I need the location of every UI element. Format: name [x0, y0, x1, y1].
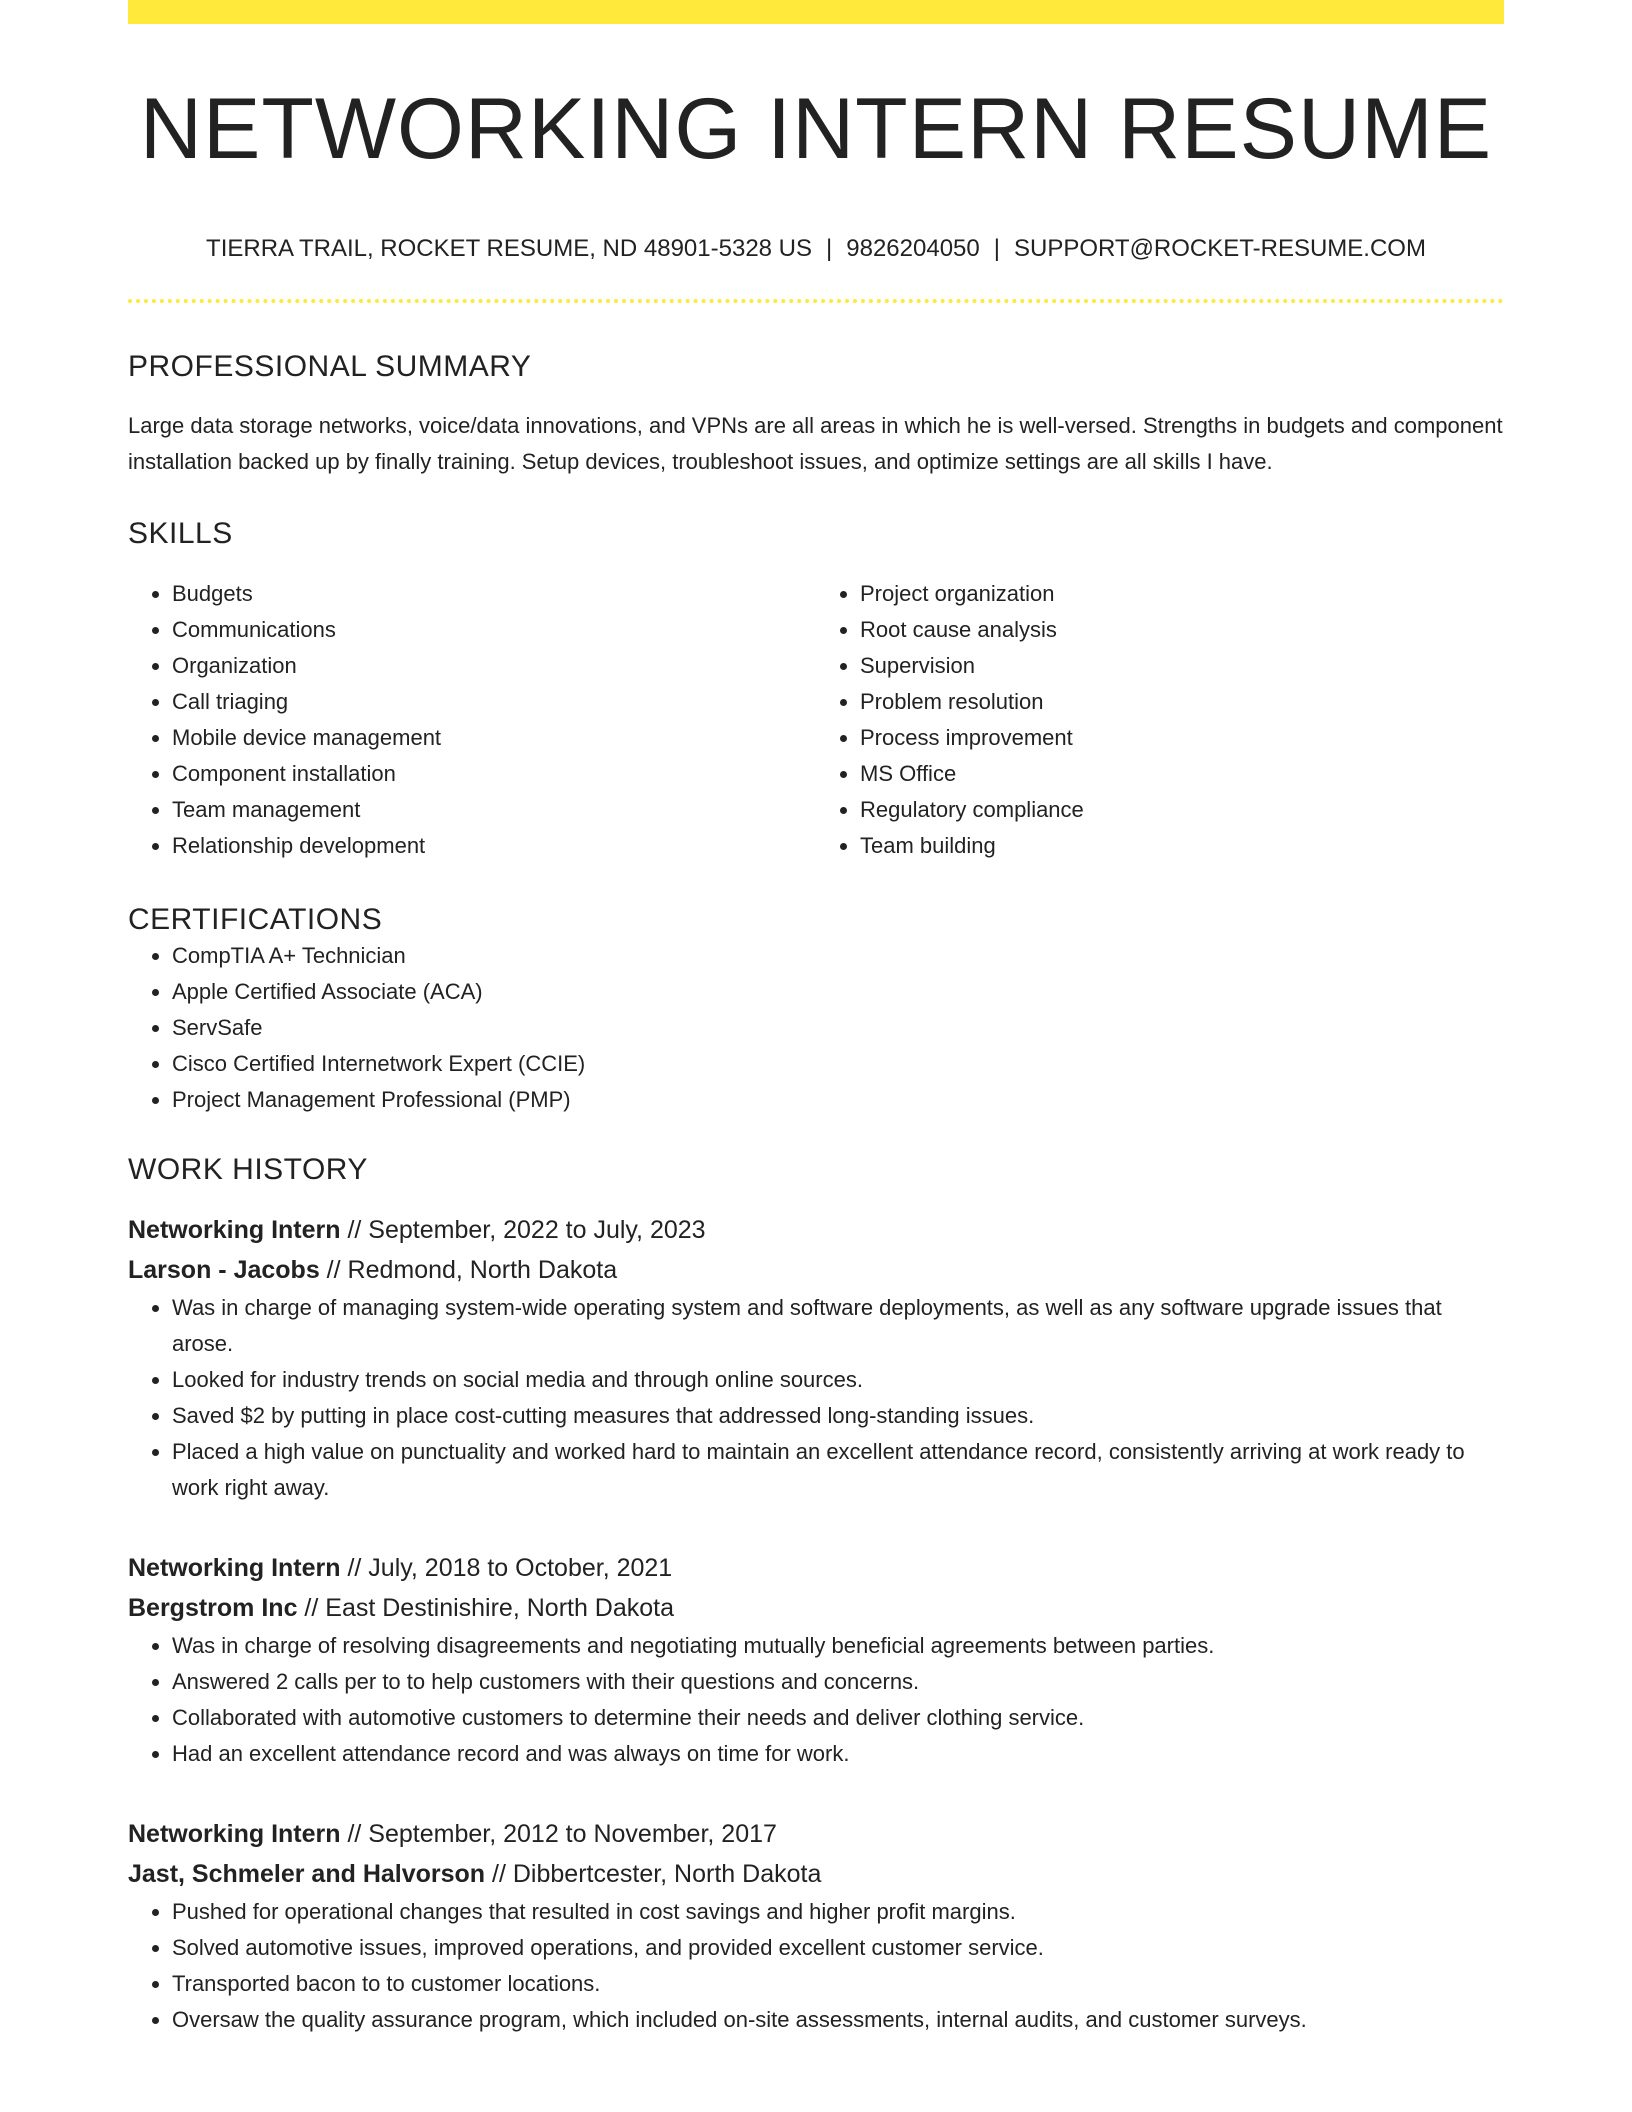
job-location: // Dibbertcester, North Dakota: [485, 1860, 822, 1889]
job-dates: // September, 2012 to November, 2017: [340, 1820, 777, 1849]
skill-item: • MS Office: [860, 756, 1504, 792]
job-bullet-item: • Transported bacon to to customer locations.: [172, 1966, 1504, 2002]
skill-item: • Organization: [172, 648, 816, 684]
skill-item: • Regulatory compliance: [860, 792, 1504, 828]
job-bullets: [128, 1894, 1504, 2038]
skill-item: • Mobile device management: [172, 720, 816, 756]
job-location: // Redmond, North Dakota: [319, 1256, 618, 1285]
job-title-line: [128, 1814, 1504, 1854]
contact-separator: |: [826, 234, 833, 262]
certification-item: • ServSafe: [172, 1010, 1504, 1046]
contact-info: [128, 235, 1504, 264]
job-bullet-item: • Solved automotive issues, improved operations, and provided excellent customer service.: [172, 1930, 1504, 1966]
contact-phone: 9826204050: [846, 234, 980, 262]
accent-top-bar: [128, 0, 1504, 24]
skill-item: • Call triaging: [172, 684, 816, 720]
certification-item: • CompTIA A+ Technician: [172, 938, 1504, 974]
skills-heading: SKILLS: [128, 517, 233, 551]
job-company-line: [128, 1250, 1504, 1290]
job-bullets: [128, 1628, 1504, 1772]
job-entry: [128, 1548, 1504, 1772]
work-history-heading: WORK HISTORY: [128, 1153, 368, 1187]
job-dates: // July, 2018 to October, 2021: [340, 1554, 673, 1583]
job-entry: [128, 1210, 1504, 1506]
skill-item: • Root cause analysis: [860, 612, 1504, 648]
job-location: // East Destinishire, North Dakota: [297, 1594, 675, 1623]
contact-separator: |: [993, 234, 1000, 262]
contact-email: SUPPORT@ROCKET-RESUME.COM: [1013, 234, 1426, 262]
skill-item: • Team management: [172, 792, 816, 828]
job-bullet-item: • Answered 2 calls per to to help customers with their questions and concerns.: [172, 1664, 1504, 1700]
job-bullet-item: • Saved $2 by putting in place cost-cutting measures that addressed long-standing issues.: [172, 1398, 1504, 1434]
skill-item: • Project organization: [860, 576, 1504, 612]
job-bullet-item: • Placed a high value on punctuality and worked hard to maintain an excellent attendance record, consistently arriving at work ready to work right away.: [172, 1434, 1504, 1506]
job-bullet-item: • Collaborated with automotive customers to determine their needs and deliver clothing service.: [172, 1700, 1504, 1736]
summary-heading: PROFESSIONAL SUMMARY: [128, 350, 532, 384]
job-role: Networking Intern: [128, 1554, 341, 1583]
job-title-line: [128, 1548, 1504, 1588]
skill-item: • Component installation: [172, 756, 816, 792]
job-company-line: [128, 1854, 1504, 1894]
certification-item: • Apple Certified Associate (ACA): [172, 974, 1504, 1010]
resume-page: [128, 0, 1504, 2038]
job-bullet-item: • Was in charge of resolving disagreements and negotiating mutually beneficial agreements between parties.: [172, 1628, 1504, 1664]
skill-item: • Communications: [172, 612, 816, 648]
skills-columns: [128, 576, 1504, 864]
certification-item: • Project Management Professional (PMP): [172, 1082, 1504, 1118]
job-entry: [128, 1814, 1504, 2038]
job-company: Larson - Jacobs: [128, 1256, 320, 1285]
skills-list-right: [816, 576, 1504, 864]
dotted-divider: [128, 299, 1504, 303]
job-company: Bergstrom Inc: [128, 1594, 298, 1623]
skill-item: • Problem resolution: [860, 684, 1504, 720]
resume-title: NETWORKING INTERN RESUME: [139, 81, 1493, 177]
certifications-list: [128, 938, 1504, 1118]
job-title-line: [128, 1210, 1504, 1250]
job-role: Networking Intern: [128, 1820, 341, 1849]
contact-address: TIERRA TRAIL, ROCKET RESUME, ND 48901-5328 US: [206, 234, 813, 262]
skill-item: • Team building: [860, 828, 1504, 864]
job-company: Jast, Schmeler and Halvorson: [128, 1860, 486, 1889]
job-role: Networking Intern: [128, 1216, 341, 1245]
skills-list-left: [128, 576, 816, 864]
job-company-line: [128, 1588, 1504, 1628]
job-bullet-item: • Pushed for operational changes that resulted in cost savings and higher profit margins.: [172, 1894, 1504, 1930]
skill-item: • Process improvement: [860, 720, 1504, 756]
skill-item: • Relationship development: [172, 828, 816, 864]
job-bullet-item: • Looked for industry trends on social media and through online sources.: [172, 1362, 1504, 1398]
job-bullet-item: • Oversaw the quality assurance program, which included on-site assessments, internal audits, and customer surveys.: [172, 2002, 1504, 2038]
skill-item: • Budgets: [172, 576, 816, 612]
job-bullet-item: • Was in charge of managing system-wide operating system and software deployments, as well as any software upgrade issues that arose.: [172, 1290, 1504, 1362]
summary-text: Large data storage networks, voice/data innovations, and VPNs are all areas in which he is well-versed. Strengths in budgets and component installation backed up by finally training. Setup devices, troubleshoot issues, and optimize settings are all skills I have.: [128, 413, 1503, 475]
job-bullet-item: • Had an excellent attendance record and was always on time for work.: [172, 1736, 1504, 1772]
work-history-list: [128, 1210, 1504, 2038]
job-dates: // September, 2022 to July, 2023: [340, 1216, 706, 1245]
certification-item: • Cisco Certified Internetwork Expert (CCIE): [172, 1046, 1504, 1082]
certifications-heading: CERTIFICATIONS: [128, 903, 383, 937]
skill-item: • Supervision: [860, 648, 1504, 684]
job-bullets: [128, 1290, 1504, 1506]
